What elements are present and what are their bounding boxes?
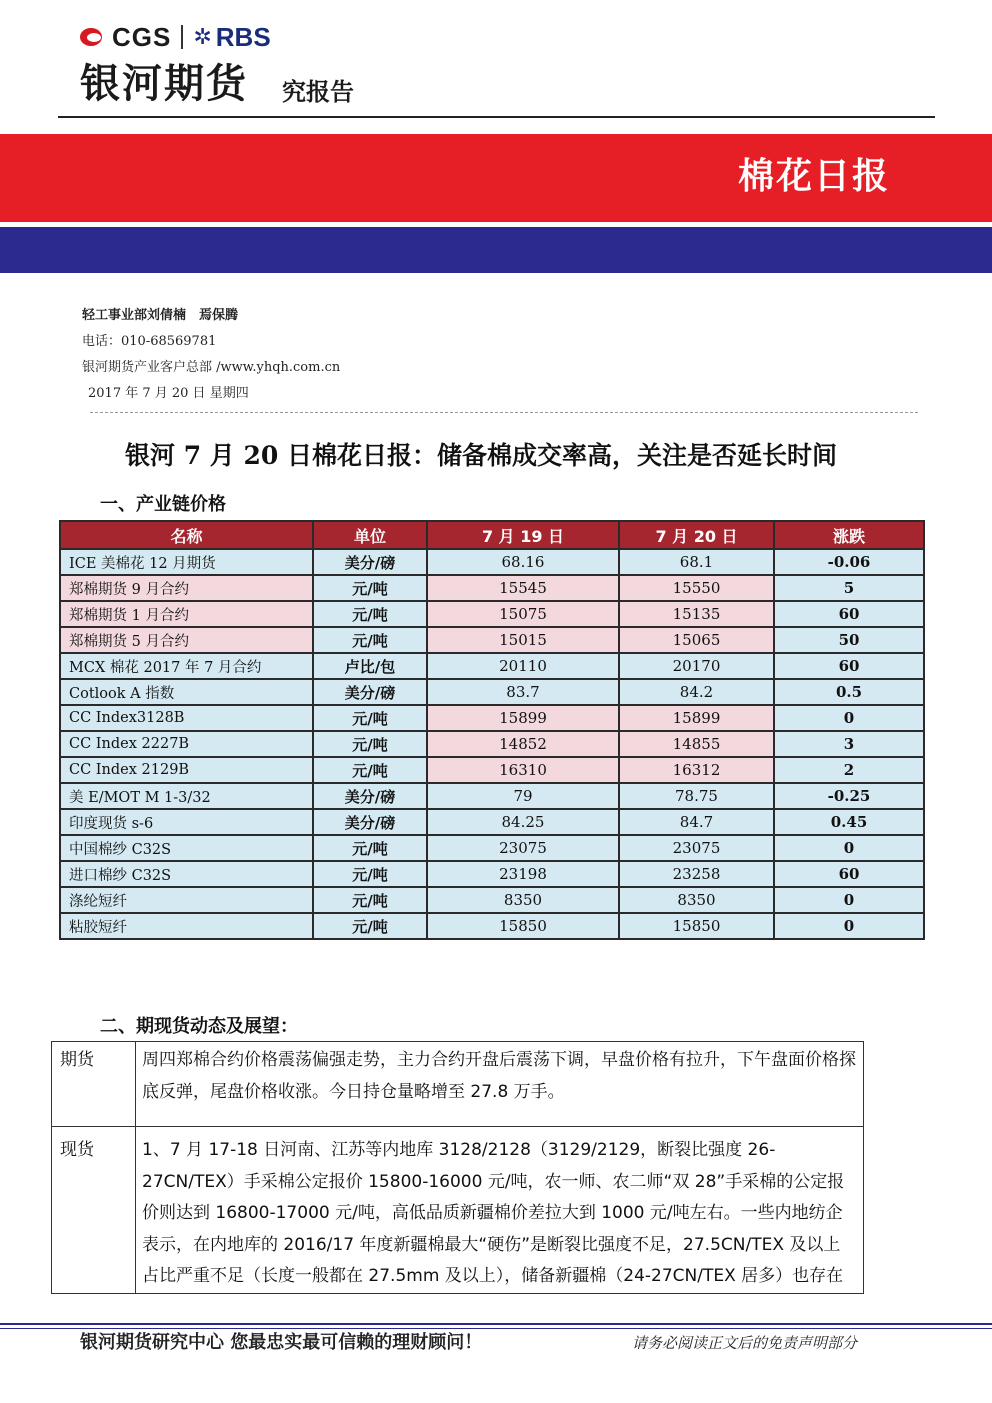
cell-change: 0.45 — [774, 809, 924, 835]
table-row — [60, 757, 924, 783]
cell-change: 0 — [774, 913, 924, 939]
cell-jul20: 15899 — [619, 705, 774, 731]
cell-unit: 元/吨 — [313, 887, 427, 913]
table-row — [60, 835, 924, 861]
banner-title: 棉花日报 — [737, 156, 890, 197]
cell-jul19: 14852 — [427, 731, 619, 757]
cell-name: 中国棉纱 C32S — [60, 835, 313, 861]
logo-separator — [181, 25, 183, 49]
logo-cgs-text: CGS — [112, 21, 172, 52]
cell-name: CC Index 2129B — [60, 757, 313, 783]
author-dept: 轻工事业部刘倩楠 焉保腾 — [82, 308, 239, 323]
price-table — [59, 520, 925, 940]
cell-jul20: 8350 — [619, 887, 774, 913]
cell-unit: 元/吨 — [313, 705, 427, 731]
table-row — [60, 575, 924, 601]
spot-label: 现货 — [52, 1127, 136, 1294]
cell-jul19: 15075 — [427, 601, 619, 627]
cell-unit: 元/吨 — [313, 913, 427, 939]
cell-change: -0.06 — [774, 549, 924, 575]
cell-unit: 元/吨 — [313, 861, 427, 887]
table-row — [60, 809, 924, 835]
header-jul20: 7 月 20 日 — [619, 521, 774, 549]
blue-banner — [0, 227, 992, 273]
cell-unit: 元/吨 — [313, 731, 427, 757]
header-divider — [58, 116, 935, 118]
cell-name: CC Index 2227B — [60, 731, 313, 757]
author-phone: 电话：010-68569781 — [82, 334, 217, 349]
cell-unit: 元/吨 — [313, 601, 427, 627]
company-name: 银河期货 — [80, 61, 248, 107]
cell-unit: 元/吨 — [313, 575, 427, 601]
cell-name: 郑棉期货 9 月合约 — [60, 575, 313, 601]
table-row — [60, 549, 924, 575]
report-title: 银河 7 月 20 日棉花日报：储备棉成交率高，关注是否延长时间 — [124, 441, 837, 470]
cell-jul19: 15899 — [427, 705, 619, 731]
cell-jul20: 15135 — [619, 601, 774, 627]
cell-change: 0 — [774, 835, 924, 861]
cell-jul20: 84.7 — [619, 809, 774, 835]
cell-name: 印度现货 s-6 — [60, 809, 313, 835]
cell-change: 60 — [774, 653, 924, 679]
cell-jul19: 15015 — [427, 627, 619, 653]
cell-change: 0 — [774, 887, 924, 913]
cell-change: 50 — [774, 627, 924, 653]
cell-unit: 元/吨 — [313, 835, 427, 861]
cell-unit: 卢比/包 — [313, 653, 427, 679]
cell-name: 郑棉期货 5 月合约 — [60, 627, 313, 653]
cell-jul20: 23258 — [619, 861, 774, 887]
cell-jul20: 15550 — [619, 575, 774, 601]
table-row — [60, 601, 924, 627]
rbs-logo-icon: ✲ — [193, 24, 212, 50]
cell-name: MCX 棉花 2017 年 7 月合约 — [60, 653, 313, 679]
logo — [78, 20, 271, 54]
cell-name: 美 E/MOT M 1-3/32 — [60, 783, 313, 809]
cell-jul20: 23075 — [619, 835, 774, 861]
cell-change: 0.5 — [774, 679, 924, 705]
table-row — [60, 705, 924, 731]
cell-jul19: 83.7 — [427, 679, 619, 705]
section-title-dynamics: 二、期现货动态及展望： — [100, 1016, 298, 1037]
cell-jul19: 23075 — [427, 835, 619, 861]
cell-change: 3 — [774, 731, 924, 757]
cell-jul19: 15850 — [427, 913, 619, 939]
cell-change: 2 — [774, 757, 924, 783]
cell-jul19: 16310 — [427, 757, 619, 783]
dynamics-table — [51, 1041, 864, 1294]
cell-jul20: 14855 — [619, 731, 774, 757]
futures-text: 周四郑棉合约价格震荡偏强走势，主力合约开盘后震荡下调，早盘价格有拉升，下午盘面价格探底反弹，尾盘价格收涨。今日持仓量略增至 27.8 万手。 — [136, 1042, 864, 1127]
cell-name: 进口棉纱 C32S — [60, 861, 313, 887]
cell-name: 粘胶短纤 — [60, 913, 313, 939]
table-row — [60, 653, 924, 679]
footer-slogan: 银河期货研究中心 您最忠实最可信赖的理财顾问！ — [80, 1332, 483, 1353]
cell-jul20: 84.2 — [619, 679, 774, 705]
cell-jul20: 68.1 — [619, 549, 774, 575]
cell-unit: 美分/磅 — [313, 783, 427, 809]
footer-divider — [0, 1323, 992, 1325]
dashed-divider — [90, 412, 918, 413]
table-row — [60, 913, 924, 939]
cgs-logo-icon — [78, 24, 108, 50]
cell-change: 0 — [774, 705, 924, 731]
cell-jul20: 78.75 — [619, 783, 774, 809]
cell-unit: 元/吨 — [313, 757, 427, 783]
table-row — [60, 627, 924, 653]
cell-change: 60 — [774, 601, 924, 627]
report-type: 究报告 — [282, 78, 354, 106]
cell-jul19: 79 — [427, 783, 619, 809]
cell-jul20: 15065 — [619, 627, 774, 653]
cell-jul19: 20110 — [427, 653, 619, 679]
table-row — [60, 861, 924, 887]
table-row — [60, 783, 924, 809]
cell-jul20: 20170 — [619, 653, 774, 679]
author-website: 银河期货产业客户总部 /www.yhqh.com.cn — [82, 360, 341, 375]
header-unit: 单位 — [313, 521, 427, 549]
cell-name: Cotlook A 指数 — [60, 679, 313, 705]
table-header-row — [60, 521, 924, 549]
cell-name: 郑棉期货 1 月合约 — [60, 601, 313, 627]
report-date: 2017 年 7 月 20 日 星期四 — [88, 386, 249, 401]
table-row — [60, 731, 924, 757]
table-row — [60, 679, 924, 705]
cell-change: 60 — [774, 861, 924, 887]
header-change: 涨跌 — [774, 521, 924, 549]
header-jul19: 7 月 19 日 — [427, 521, 619, 549]
futures-label: 期货 — [52, 1042, 136, 1127]
futures-row — [52, 1042, 864, 1127]
table-row — [60, 887, 924, 913]
cell-unit: 美分/磅 — [313, 809, 427, 835]
cell-unit: 美分/磅 — [313, 679, 427, 705]
cell-jul19: 23198 — [427, 861, 619, 887]
cell-jul19: 68.16 — [427, 549, 619, 575]
cell-unit: 美分/磅 — [313, 549, 427, 575]
spot-text: 1、7 月 17-18 日河南、江苏等内地库 3128/2128（3129/2129，断裂比强度 26-27CN/TEX）手采棉公定报价 15800-16000 元/吨，农一师、农二师“双 28”手采棉的公定报价则达到 16800-17000 元/吨，高低品质新疆棉价差拉大到 1000 元/吨左右。一些内地纺企表示，在内地库的 2016/17 年度新疆棉最大“硬伤”是断裂比强度不足，27.5CN/TEX 及以上占比严重不足（长度一般都在 27.5mm 及以上），储备新疆棉（24-27CN/TEX 居多）也存在 — [136, 1127, 864, 1294]
cell-jul19: 15545 — [427, 575, 619, 601]
section-title-prices: 一、产业链价格 — [100, 494, 226, 515]
cell-jul20: 16312 — [619, 757, 774, 783]
cell-name: CC Index3128B — [60, 705, 313, 731]
footer-disclaimer: 请务必阅读正文后的免责声明部分 — [632, 1334, 858, 1352]
cell-name: 涤纶短纤 — [60, 887, 313, 913]
cell-change: -0.25 — [774, 783, 924, 809]
cell-change: 5 — [774, 575, 924, 601]
header-name: 名称 — [60, 521, 313, 549]
cell-jul19: 84.25 — [427, 809, 619, 835]
cell-jul20: 15850 — [619, 913, 774, 939]
logo-rbs-text: RBS — [215, 21, 271, 52]
spot-row — [52, 1127, 864, 1294]
cell-jul19: 8350 — [427, 887, 619, 913]
cell-name: ICE 美棉花 12 月期货 — [60, 549, 313, 575]
cell-unit: 元/吨 — [313, 627, 427, 653]
